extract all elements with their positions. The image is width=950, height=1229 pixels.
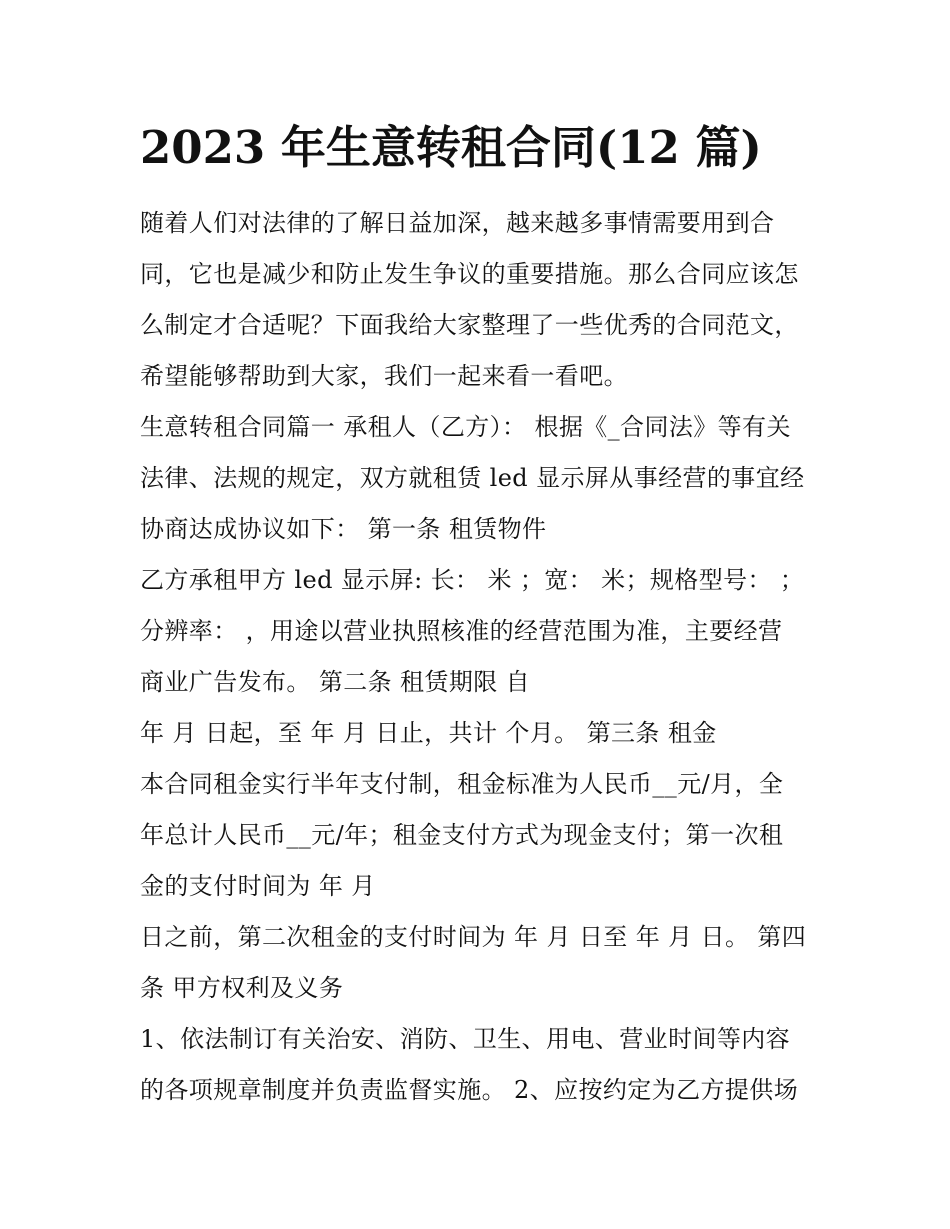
body-line: 么制定才合适呢？下面我给大家整理了一些优秀的合同范文， [140,311,799,339]
body-line: 生意转租合同篇一 承租人（乙方）： 根据《_合同法》等有关 [140,413,791,441]
body-line: 1、依法制订有关治安、消防、卫生、用电、营业时间等内容 [140,1025,791,1053]
body-line: 希望能够帮助到大家，我们一起来看一看吧。 [140,362,628,390]
body-line: 协商达成协议如下： 第一条 租赁物件 [140,515,547,543]
body-line: 分辨率： ，用途以营业执照核准的经营范围为准，主要经营 [140,617,783,645]
body-line: 本合同租金实行半年支付制，租金标准为人民币__元/月，全 [140,770,784,798]
body-line: 商业广告发布。 第二条 租赁期限 自 [140,668,531,696]
body-line: 乙方承租甲方 led 显示屏: 长： 米 ；宽： 米；规格型号： ； [140,566,805,594]
body-line: 同，它也是减少和防止发生争议的重要措施。那么合同应该怎 [140,260,799,288]
body-line: 年 月 日起，至 年 月 日止，共计 个月。 第三条 租金 [140,719,717,747]
document-title: 2023 年生意转租合同(12 篇) [140,121,762,174]
body-line: 金的支付时间为 年 月 [140,872,376,900]
body-line: 年总计人民币__元/年；租金支付方式为现金支付；第一次租 [140,821,784,849]
document-body [140,198,830,1116]
body-line: 日之前，第二次租金的支付时间为 年 月 日至 年 月 日。 第四 [140,923,807,951]
body-line: 法律、法规的规定，双方就租赁 led 显示屏从事经营的事宜经 [140,464,805,492]
body-line: 随着人们对法律的了解日益加深，越来越多事情需要用到合 [140,209,775,237]
body-line: 条 甲方权利及义务 [140,974,344,1002]
body-line: 的各项规章制度并负责监督实施。 2、应按约定为乙方提供场 [140,1076,799,1104]
